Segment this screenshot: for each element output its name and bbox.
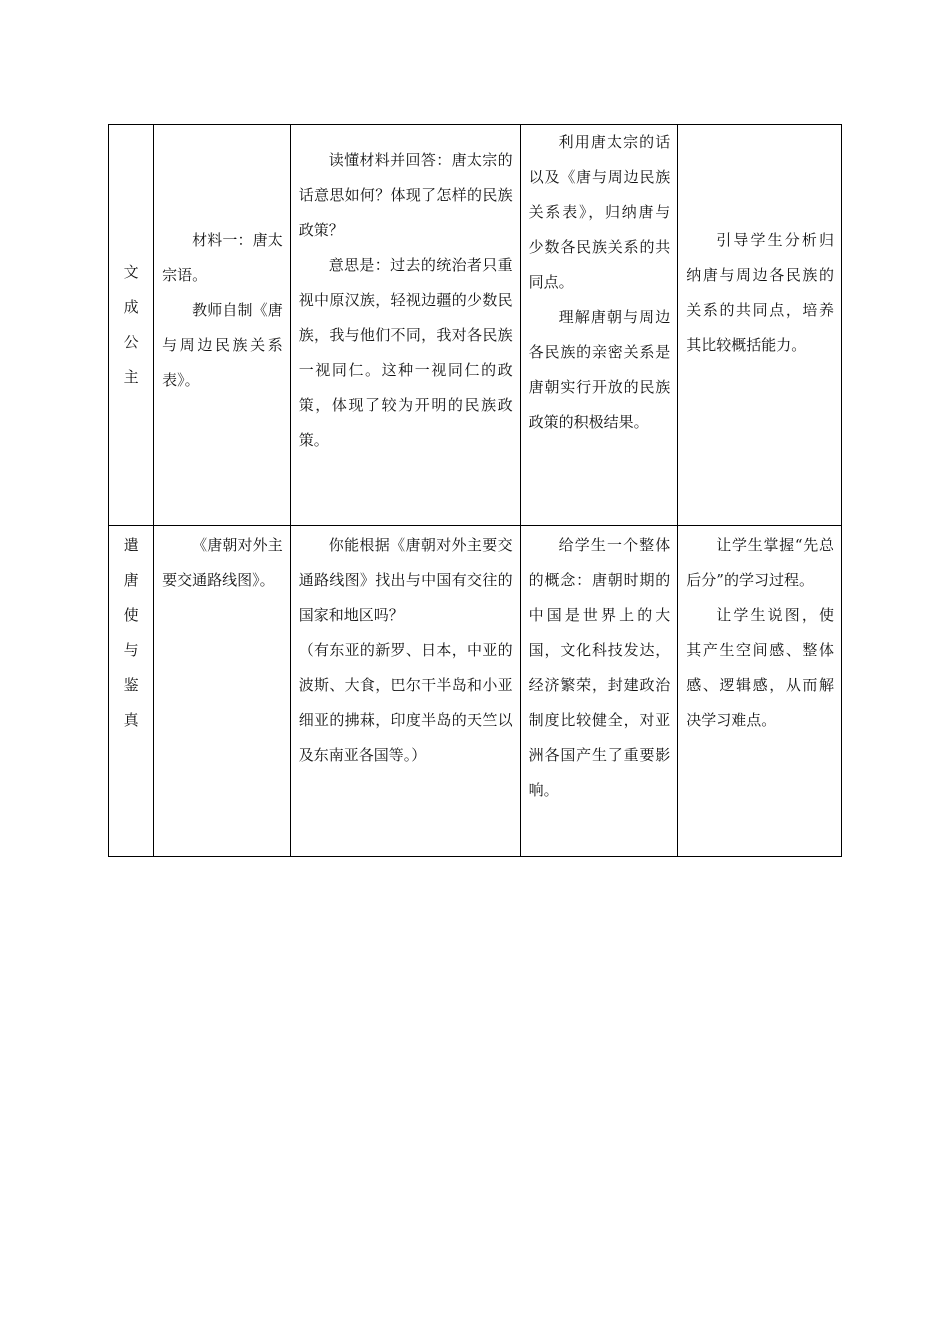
student-cell [520, 526, 678, 857]
material-text: 教师自制《唐与周边民族关系表》。 [162, 301, 283, 389]
activity-cell [290, 125, 520, 526]
student-cell [520, 125, 678, 526]
student-text: 利用唐太宗的话以及《唐与周边民族关系表》，归纳唐与少数各民族关系的共同点。 [528, 133, 671, 291]
activity-text: 意思是：过去的统治者只重视中原汉族，轻视边疆的少数民族，我与他们不同，我对各民族一视同仁。这种一视同仁的政策，体现了较为开明的民族政策。 [298, 256, 513, 449]
purpose-text: 让学生掌握“先总后分”的学习过程。 [686, 536, 834, 589]
material-text: 《唐朝对外主要交通路线图》。 [162, 536, 283, 589]
section-title: 遣唐使与鉴真 [123, 536, 139, 729]
material-cell [154, 526, 291, 857]
material-cell [154, 125, 291, 526]
purpose-cell [678, 526, 842, 857]
activity-cell [290, 526, 520, 857]
activity-text: （有东亚的新罗、日本，中亚的波斯、大食，巴尔干半岛和小亚细亚的拂菻，印度半岛的天竺以及东南亚各国等。） [298, 641, 513, 764]
purpose-text: 引导学生分析归纳唐与周边各民族的关系的共同点，培养其比较概括能力。 [686, 231, 834, 354]
section-title-cell [109, 526, 154, 857]
material-text: 材料一：唐太宗语。 [162, 231, 283, 284]
purpose-cell [678, 125, 842, 526]
activity-text: 读懂材料并回答：唐太宗的话意思如何？体现了怎样的民族政策？ [298, 151, 513, 239]
student-text: 理解唐朝与周边各民族的亲密关系是唐朝实行开放的民族政策的积极结果。 [528, 308, 671, 431]
table-row [109, 526, 842, 857]
purpose-text: 让学生说图，使其产生空间感、整体感、逻辑感，从而解决学习难点。 [686, 606, 834, 729]
lesson-plan-table [108, 124, 842, 857]
activity-text: 你能根据《唐朝对外主要交通路线图》找出与中国有交往的国家和地区吗？ [298, 536, 513, 624]
student-text: 给学生一个整体的概念：唐朝时期的中国是世界上的大国，文化科技发达，经济繁荣，封建政治制度比较健全，对亚洲各国产生了重要影响。 [528, 536, 671, 799]
table-row [109, 125, 842, 526]
section-title: 文成公主 [123, 263, 139, 386]
section-title-cell [109, 125, 154, 526]
